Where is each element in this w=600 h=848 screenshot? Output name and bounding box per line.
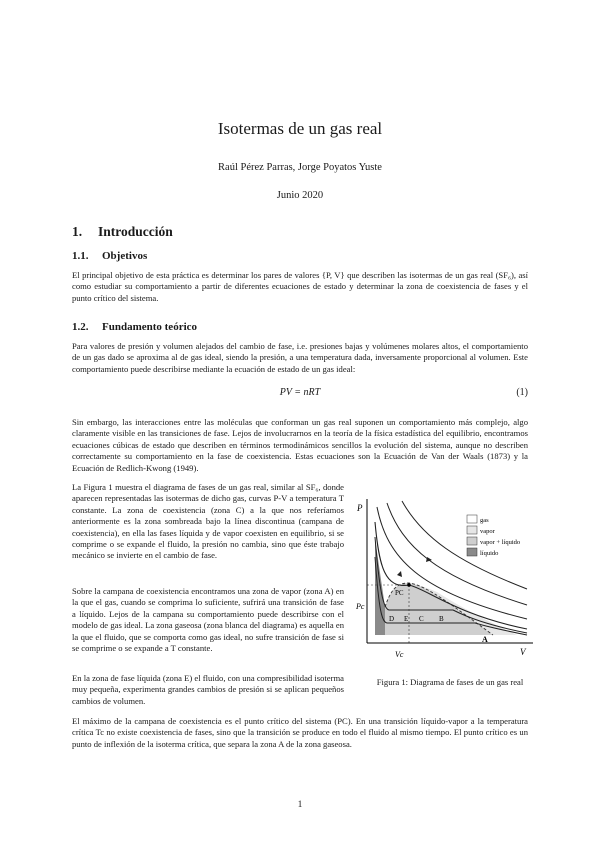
- zone-label-e: E: [404, 615, 409, 623]
- objectives-paragraph: El principal objetivo de esta práctica es determinar los pares de valores {P, V} que describen las isotermas de un gas real (SF₆), así como estudiar su comportamiento a partir de diferentes ecuaciones de estado y determinar la zona de coexistencia de fases y el punto crítico del sistema.: [72, 270, 528, 303]
- legend-swatch-vapor: [467, 526, 477, 534]
- equation-formula: PV = nRT: [279, 387, 321, 398]
- zone-label-a: A: [482, 635, 488, 644]
- critical-point-marker: [407, 583, 411, 587]
- critical-point-label: PC: [395, 589, 404, 597]
- subsection-heading-fundamento: [72, 321, 197, 333]
- paper-title: Isotermas de un gas real: [217, 119, 383, 138]
- zone-label-d: D: [389, 615, 395, 623]
- axis-label-v: V: [520, 647, 526, 657]
- column-paragraph-3: En la zona de fase líquida (zona E) el fluido, con una compresibilidad isoterma muy pequeña, experimenta grandes cambios de presión si se aplican pequeños cambios de volumen.: [72, 673, 344, 706]
- legend-label: líquido: [480, 550, 499, 557]
- axis-label-p: P: [357, 503, 363, 513]
- subsection-number: 1.1.: [72, 250, 89, 262]
- zone-label-c: C: [419, 615, 424, 623]
- legend-swatch-gas: [467, 515, 477, 523]
- phase-diagram-figure: [357, 497, 537, 667]
- closing-paragraph: El máximo de la campana de coexistencia es el punto crítico del sistema (PC). En una transición líquido-vapor a la temperatura crítica Tc no existe coexistencia de fases, sino que la transición se produce en todo el fluido al mismo tiempo. El punto crítico es un punto de inflexión de la isoterma crítica, que separa la zona A de la zona gaseosa.: [72, 716, 528, 749]
- legend-label: vapor + líquido: [480, 539, 521, 546]
- legend-label: gas: [480, 517, 489, 524]
- page-number: 1: [297, 800, 303, 810]
- subsection-number: 1.2.: [72, 321, 89, 333]
- legend-swatch-coexistence: [467, 537, 477, 545]
- legend: [467, 515, 520, 557]
- section-number: 1.: [72, 224, 83, 239]
- axis-label-pc: Pc: [356, 602, 365, 611]
- theory-paragraph-2: Sin embargo, las interacciones entre las moléculas que conforman un gas real suponen un comportamiento más complejo, algo claramente visible en las transiciones de fase. Lejos de involucrarnos en la teoría de la física estadística del equilibrio, encontramos ecuaciones cúbicas de estado que describen en términos termodinámicos sencillos la evolución del sistema, aunque no describen correctamente su comportamiento en la fase de coexistencia. Estas ecuaciones son la Ecuación de Van der Waals (1873) y la Ecuación de Redlich-Kwong (1949).: [72, 417, 528, 473]
- legend-label: vapor: [480, 528, 495, 535]
- subsection-title: Objetivos: [102, 250, 148, 262]
- equation-number: (1): [516, 387, 528, 398]
- zone-label-b: B: [439, 615, 444, 623]
- date: Junio 2020: [276, 190, 324, 201]
- arrow-icon: [397, 571, 402, 577]
- section-heading-introduccion: [72, 224, 173, 240]
- theory-paragraph-1: Para valores de presión y volumen alejados del cambio de fase, i.e. presiones bajas y volúmenes molares altos, el comportamiento de un gas dado se aproxima al de gas ideal, siendo la presión, a una temperatura dada, inversamente proporcional al volumen. Este comportamiento puede describirse mediante la ecuación de estado de un gas ideal:: [72, 341, 528, 374]
- column-paragraph-2: Sobre la campana de coexistencia encontramos una zona de vapor (zona A) en la que el gas, cuando se comprima lo suficiente, sufrirá una transición de fase a líquido. Lejos de la campana su comportamiento puede describirse con el modelo de gas ideal. La zona gaseosa (zona blanca del diagrama) es aquella en la que el fluido, que se comporta como gas ideal, no sufre transición de fase si se comprime o se expande a T constante.: [72, 586, 344, 654]
- section-title: Introducción: [98, 224, 173, 239]
- figure-caption: Figura 1: Diagrama de fases de un gas real: [376, 677, 524, 687]
- authors: Raúl Pérez Parras, Jorge Poyatos Yuste: [218, 162, 382, 173]
- subsection-heading-objetivos: [72, 250, 147, 262]
- column-paragraph-1: La Figura 1 muestra el diagrama de fases de un gas real, similar al SF₆, donde aparecen representadas las isotermas de dicho gas, curvas P-V a temperatura T constante. La zona de coexistencia (zona C) a la que nos referíamos anteriormente es la zona sombreada bajo la línea discontinua (campana de coexistencia), en ella las fases líquida y de vapor coexisten en equilibrio, si se comprime o se expande el fluido, la presión no cambia, sino que éste trabajo mecánico se invierte en el cambio de fase.: [72, 482, 344, 561]
- axis-label-vc: Vc: [395, 650, 404, 659]
- legend-swatch-liquid: [467, 548, 477, 556]
- subsection-title: Fundamento teórico: [102, 321, 198, 333]
